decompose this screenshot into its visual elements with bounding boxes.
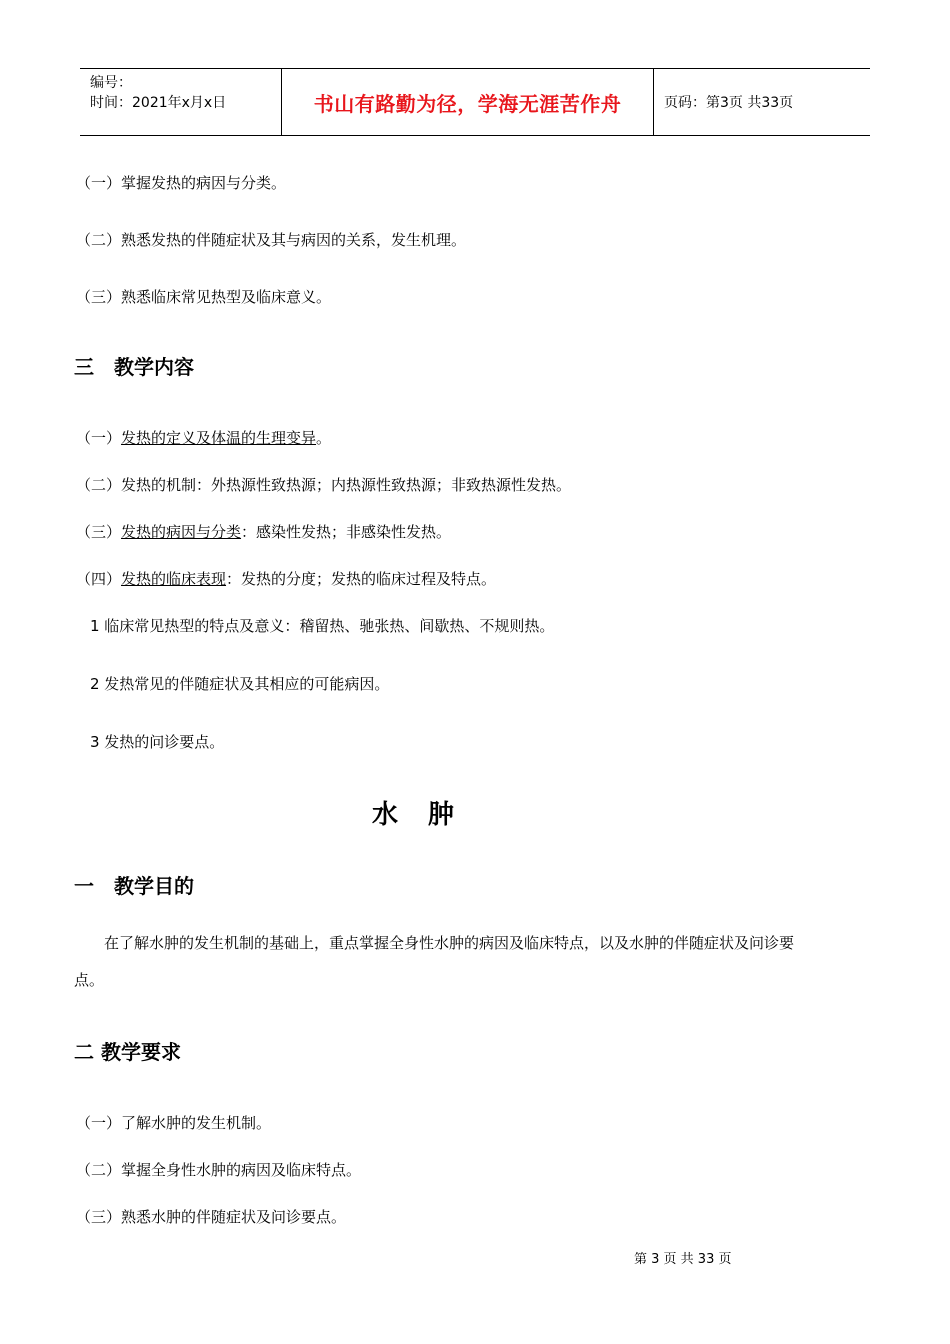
content-item-3-suffix: ：感染性发热；非感染性发热。 [241,523,452,541]
edema-objective-text-line-1: 在了解水肿的发生机制的基础上，重点掌握全身性水肿的病因及临床特点，以及水肿的伴随症状及问诊要 [104,934,795,952]
header-motto-cell [282,69,654,135]
content-item-4-prefix: （四） [76,570,122,588]
content-subitem-3: 3 发热的问诊要点。 [90,733,225,751]
document-time-label: 时间：2021年x月x日 [90,95,227,111]
content-item-4-link[interactable]: 发热的临床表现 [121,570,227,588]
edema-objective-text-line-2: 点。 [74,971,105,989]
content-item-1-suffix: 。 [316,429,332,447]
fever-requirement-3: （三）熟悉临床常见热型及临床意义。 [76,288,332,306]
page-footer: 第 3 页 共 33 页 [634,1252,732,1267]
content-item-2: （二）发热的机制：外热源性致热源；内热源性致热源；非致热源性发热。 [76,476,572,494]
edema-requirement-3: （三）熟悉水肿的伴随症状及问诊要点。 [76,1208,347,1226]
header-page-label: 页码：第3页 共33页 [664,95,794,111]
header-page-cell [654,69,870,135]
edema-title: 水 肿 [372,800,457,830]
content-item-1-prefix: （一） [76,429,122,447]
fever-requirement-2: （二）熟悉发热的伴随症状及其与病因的关系，发生机理。 [76,231,467,249]
edema-requirement-1: （一）了解水肿的发生机制。 [76,1114,272,1132]
edema-objective-heading: 一 教学目的 [74,874,194,898]
fever-requirement-1: （一）掌握发热的病因与分类。 [76,174,287,192]
header-motto: 书山有路勤为径，学海无涯苦作舟 [313,91,622,116]
edema-requirement-heading: 二 教学要求 [74,1040,181,1064]
content-item-3-link[interactable]: 发热的病因与分类 [121,523,242,541]
content-item-4 [76,568,496,589]
teaching-content-heading: 三 教学内容 [74,355,194,379]
content-item-3-prefix: （三） [76,523,122,541]
document-number-label: 编号： [90,75,132,91]
content-item-1 [76,427,331,448]
header-table [80,68,870,136]
edema-requirement-2: （二）掌握全身性水肿的病因及临床特点。 [76,1161,362,1179]
content-item-1-link[interactable]: 发热的定义及体温的生理变异 [121,429,317,447]
content-item-4-suffix: ：发热的分度；发热的临床过程及特点。 [226,570,497,588]
header-info-cell [80,69,282,135]
content-subitem-2: 2 发热常见的伴随症状及其相应的可能病因。 [90,675,390,693]
content-item-3 [76,521,451,542]
content-subitem-1: 1 临床常见热型的特点及意义：稽留热、驰张热、间歇热、不规则热。 [90,617,555,635]
